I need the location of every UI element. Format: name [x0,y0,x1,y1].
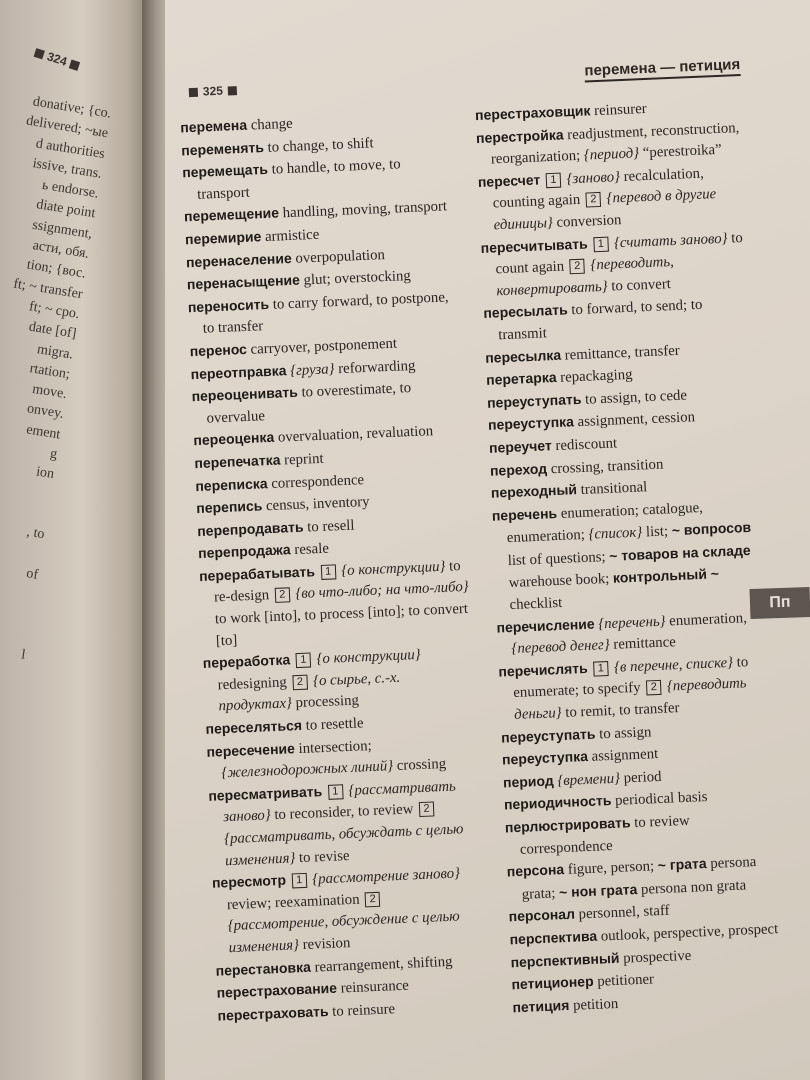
usage-label: {рассматривать, обсуждать с целью изменения} [223,821,464,869]
headword: переуступка [487,413,575,434]
headword: переоценка [193,429,275,449]
translation-text: to count again [495,229,744,278]
headword: перетарка [485,369,557,389]
headword: ~ товаров на складе [608,541,751,564]
dictionary-column-right [475,94,783,1020]
left-page-324 [0,0,150,1080]
translation-text: to resell [303,517,355,536]
headword: перепечатка [194,451,281,472]
alphabet-tab: Пп [749,587,810,619]
headword: переработка [202,651,291,672]
headword: переселяться [205,716,303,737]
left-page-fragment: l [20,647,27,663]
translation-text: list; [641,523,673,541]
headword: персонал [508,906,576,925]
translation-text: list of questions; [507,548,610,570]
translation-text: conversion [552,212,622,231]
dictionary-entry [199,555,472,654]
headword: переуступать [500,725,596,746]
headword: перенаселение [185,249,292,270]
sense-number: 2 [646,680,662,696]
translation-text: crossing, transition [546,456,664,477]
sense-number: 2 [275,588,291,604]
sense-number: 1 [546,172,562,188]
translation-text: readjustment, reconstruction, reorganization; [490,119,740,168]
translation-text: glut; overstocking [299,268,412,289]
left-page-number: 324 [29,44,85,74]
translation-text [587,661,591,677]
usage-label: {железнодорожных линий} [221,758,394,782]
headword: пересылать [483,301,568,322]
translation-text: prospective [619,947,692,967]
headword: перлюстрировать [504,814,631,836]
usage-label: {о конструкции} [340,558,446,579]
left-page-fragment: ft; ~ transfer [12,276,84,302]
left-page-fragment: onvey. [25,401,65,423]
translation-text [382,890,383,906]
translation-text: remittance [609,634,677,654]
translation-text: carryover, postponement [246,335,398,358]
headword: перечислять [498,659,588,680]
headword: пересчитывать [480,235,588,256]
right-page-325 [165,0,810,1080]
left-page-fragment: rtation; [28,361,71,383]
left-page-fragment: ь endorse. [40,178,100,202]
sense-number: 1 [593,661,609,677]
translation-text: census, inventory [262,493,370,515]
translation-text: to assign, to cede [581,387,688,408]
translation-text: to forward, to send; to transmit [497,297,703,344]
headword: петиционер [511,973,594,993]
sense-number: 1 [593,236,609,252]
dictionary-entry [202,642,475,719]
headword: перестановка [215,958,312,979]
sense-number: 2 [365,892,381,908]
sense-number: 1 [296,653,312,669]
usage-label: {времени} [557,770,621,790]
sense-number: 2 [292,674,308,690]
left-page-fragment: of [25,566,40,583]
translation-text: persona non grata [636,877,747,898]
usage-label: {о конструкции} [316,647,421,668]
left-page-fragment: ement [25,422,62,443]
translation-text: to assign [595,723,652,743]
headword: переуступать [486,390,582,411]
left-page-fragment: , to [25,524,46,543]
translation-text: armistice [260,226,320,246]
translation-text [540,172,544,188]
headword: петиция [512,996,570,1016]
headword: перспективный [510,949,620,970]
dictionary-entry [477,161,750,238]
usage-label: {период} [583,145,640,164]
usage-label: {перевод денег} [511,637,611,658]
translation-text: handling, moving, transport [278,198,448,222]
translation-text: to reconsider, to review [270,801,418,824]
left-page-fragment: move. [31,381,68,403]
sense-number: 2 [570,259,586,275]
translation-text: reprint [280,450,324,469]
translation-text: to enumerate; to specify [513,654,749,702]
translation-text: overpopulation [291,246,386,267]
page-range-title: перемена — петиция [584,56,741,83]
headword: перемещать [181,161,269,181]
headword: ~ нон грата [558,880,638,901]
translation-text: rediscount [551,435,618,455]
dictionary-entry [208,774,481,873]
headword: перестрахование [216,979,338,1001]
headword: переходный [490,481,578,501]
headword: перемирие [184,228,262,248]
headword: перестраховщик [474,102,591,124]
usage-label: {груза} [289,360,335,379]
usage-label: {о сырье, с.-х. продуктах} [218,669,401,715]
headword: период [502,772,555,791]
headword: пересматривать [208,782,323,804]
headword: пересмотр [211,871,287,891]
headword: пересчет [477,171,541,190]
translation-text: enumeration; catalogue, enumeration; [506,499,704,547]
left-page-fragment: migra. [36,341,75,363]
translation-text: period [619,768,662,787]
usage-label: {во что-либо; на что-либо} [295,579,470,603]
translation-text: crossing [392,756,447,775]
headword: переменять [180,138,265,159]
translation-text: reinsurance [336,977,410,997]
left-page-fragment: tion; {вос. [25,257,87,282]
left-page-fragment: ft; ~ сро. [28,299,81,323]
sense-number: 1 [328,784,344,800]
headword: пересылка [484,346,562,366]
translation-text: redesigning [217,674,291,694]
headword: перепродавать [196,518,304,539]
translation-text: recalculation, counting again [492,165,705,212]
left-page-fragment: date [of] [27,319,78,343]
usage-label: {переводить деньги} [513,675,747,724]
translation-text: revision [298,935,351,954]
translation-text: petition [569,995,619,1014]
usage-label: {перечень} [597,613,666,633]
dictionary-column-left [180,106,488,1028]
translation-text: reforwarding [334,357,416,377]
left-page-fragment: ssignment, [31,217,94,242]
usage-label: {считать заново} [613,230,728,251]
headword: перестраховать [217,1002,329,1024]
translation-text: to reinsure [328,1001,396,1020]
headword: перемена [180,116,248,136]
headword: переучет [488,437,553,456]
headword: периодичность [503,792,612,813]
headword: переносить [187,295,270,316]
left-page-text-fragments [0,86,113,666]
translation-text: to change, to shift [263,134,374,156]
usage-label: {в перечне, списке} [613,654,734,676]
translation-text: assignment [587,746,659,766]
translation-text: persona grata; [521,854,757,903]
headword: перерабатывать [198,563,316,584]
left-page-fragment: issive, trans. [31,155,103,182]
headword: перемещение [183,204,280,225]
translation-text: reinsurer [590,100,648,120]
dictionary-entry [491,494,765,617]
headword: перспектива [509,927,598,948]
translation-text: processing [291,692,360,712]
translation-text: to convert [607,275,672,295]
headword: перенос [189,340,248,360]
translation-text: to work [into], to process [into]; to convert [to] [214,600,469,650]
usage-label: {список} [588,524,643,544]
translation-text: to resettle [301,715,364,734]
headword: переоценивать [191,383,299,405]
sense-number: 1 [320,564,336,580]
translation-text [286,873,290,889]
translation-text: to handle, to move, to transport [196,156,401,203]
translation-text: remittance, transfer [560,342,681,364]
headword: контрольный ~ [612,565,720,587]
translation-text: to carry forward, to postpone, to transfer [202,289,449,338]
translation-text: enumeration, [665,609,748,630]
translation-text: petitioner [593,971,655,991]
headword: переуступка [501,748,589,768]
headword: перечень [491,504,558,524]
translation-text [322,784,326,800]
headword: перечисление [496,615,595,636]
headword: перепродажа [197,541,291,562]
translation-text [290,652,294,668]
translation-text: rearrangement, shifting [310,953,453,976]
translation-text: repackaging [556,366,633,387]
headword: перенасыщение [186,271,301,293]
translation-text [587,236,591,252]
translation-text: outlook, perspective, prospect [596,921,779,945]
translation-text: transitional [576,479,648,499]
left-page-fragment: donative; {co. [31,94,113,122]
headword: перепись [195,497,263,517]
headword: перестройка [475,126,564,146]
translation-text: to re-design [213,558,461,606]
headword: переход [489,459,548,479]
translation-text: resale [290,540,330,559]
translation-text: overvaluation, revaluation [273,423,434,447]
page-number: 325 [189,83,238,99]
left-page-fragment: ion [35,464,56,483]
headword: пересечение [206,739,296,760]
usage-label: {перевод в другие единицы} [493,186,717,234]
usage-label: {рассматривать заново} [222,778,457,826]
left-page-fragment: diate point [35,197,97,222]
dictionary-entry [212,862,485,961]
translation-text: correspondence [267,471,365,492]
sense-number: 2 [586,192,602,208]
left-page-fragment: d authorities [34,135,106,162]
translation-text [315,564,319,580]
left-page-fragment: асти, обя. [31,238,90,262]
headword: персона [506,861,565,880]
headword: переотправка [190,361,287,382]
translation-text: assignment, cession [573,409,696,431]
usage-label: {переводить, конвертировать} [496,254,675,300]
headword: ~ грата [657,855,707,874]
headword: переписка [195,474,268,494]
translation-text: warehouse book; [508,571,614,592]
translation-text: “perestroika” [638,142,722,162]
translation-text: to overestimate, to overvalue [206,380,412,427]
translation-text: figure, person; [563,858,659,879]
left-page-fragment: g [48,446,59,463]
dictionary-entry [498,650,771,727]
translation-text: checklist [509,594,563,614]
translation-text: change [246,115,294,134]
translation-text: to remit, to transfer [561,700,680,722]
translation-text: to review correspondence [519,812,691,858]
usage-label: {заново} [566,168,621,188]
translation-text [436,801,437,817]
translation-text: periodical basis [611,789,708,810]
headword: ~ вопросов [671,519,752,539]
dictionary-entry [480,226,753,303]
left-page-fragment: delivered; ~ые [25,113,110,142]
usage-label: {рассмотрение, обсуждение с целью изменения} [227,908,461,957]
translation-text: personnel, staff [574,903,670,924]
translation-text: to revise [294,847,350,866]
usage-label: {рассмотрение заново} [312,865,461,888]
sense-number: 2 [419,802,435,818]
translation-text: review; reexamination [226,891,364,913]
translation-text: intersection; [294,737,372,757]
sense-number: 1 [291,873,307,889]
